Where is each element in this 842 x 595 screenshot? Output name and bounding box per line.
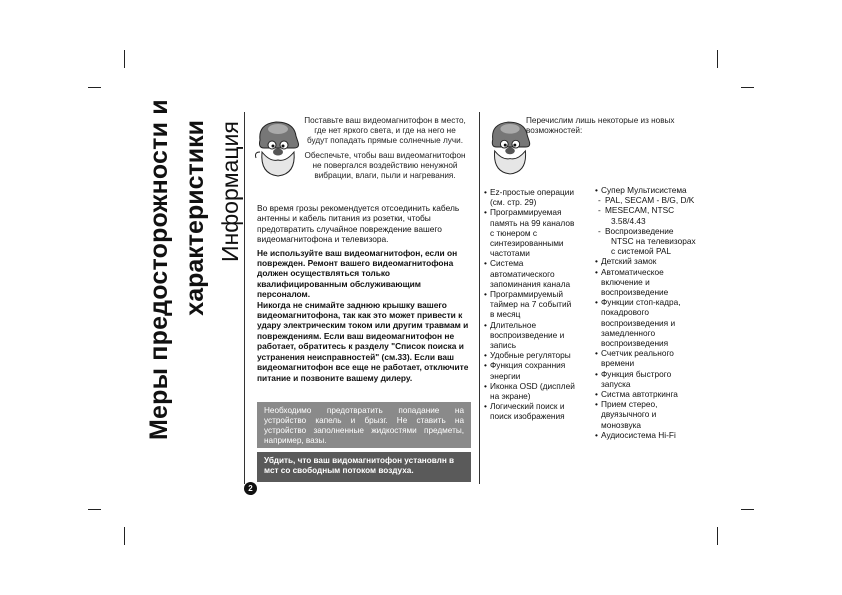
feature-item: • Счетчик реального [595,348,699,358]
feature-item: • Супер Мультисистема [595,185,699,195]
intro-line: возможностей: [526,126,583,135]
feature-item: • Детский замок [595,256,699,266]
feature-item: • Автоматическое [595,267,699,277]
intro-line: не повергался воздействию ненужной [312,161,458,170]
intro-line: Перечислим лишь некоторые из новых [526,116,675,125]
feature-item: синтезированными [490,238,564,249]
feature-item: память на 99 каналов [490,217,575,228]
feature-item: 3.58/4.43 [611,215,646,226]
crop-mark [741,87,754,88]
crop-mark [124,527,125,545]
feature-item: на экране) [490,391,531,402]
warning-box-liquids [257,402,471,448]
paragraph-thunderstorm: Во время грозы рекомендуется отсоединить кабель антенны и кабель питания из розетки, чтобы предотвратить случайное повреждение вашего видеомагнитофона и телевизора. [257,203,460,245]
warning-text: Необходимо предотвратить попадание на устройство капель и брызг. Не ставить на устройство заполненные жидкостями предметы, например, вазы. [264,406,464,445]
feature-item: воспроизведения [601,338,669,349]
title-line-3: Информация [217,121,243,262]
crop-mark [717,50,718,68]
feature-item: • Иконка OSD (дисплей [484,381,588,391]
feature-item: • Функция быстрого [595,369,699,379]
feature-item: запуска [601,378,631,389]
feature-item: монозвука [601,419,642,430]
feature-item: воспроизведение [601,287,669,298]
crop-mark [124,50,125,68]
feature-item: • Система [484,258,588,268]
feature-item: с тюнером с [490,227,538,238]
crop-mark [741,509,754,510]
feature-item: поиск изображения [490,411,565,422]
features-list-b [595,185,699,440]
crop-mark [88,87,101,88]
feature-item: двуязычного и [601,409,657,420]
feature-item: NTSC на телевизорах [611,236,696,247]
feature-item: • Систма автотркинга [595,389,699,399]
feature-item: - MESECAM, NTSC [595,205,699,215]
feature-item: включение и [601,276,650,287]
feature-item: • Функция сохранния [484,360,588,370]
feature-item: энергии [490,370,521,381]
feature-item: • Удобные регуляторы [484,350,588,360]
title-line-1: Меры предосторожности и [145,99,173,440]
feature-item: воспроизведение и [490,329,565,340]
feature-item: в месяц [490,309,521,320]
feature-item: • Аудиосистема Hi-Fi [595,430,699,440]
feature-item: автоматического [490,268,555,279]
feature-item: времени [601,358,635,369]
feature-item: • Логический поиск и [484,401,588,411]
feature-item: таймер на 7 событий [490,299,572,310]
intro-line: вибрации, влаги, пыли и нагревания. [314,171,456,180]
mascot-illustration-icon [254,118,304,180]
crop-mark [88,509,101,510]
feature-item: • Программируемый [484,289,588,299]
intro-line: Обеспечьте, чтобы ваш видеомагнитофон [304,151,466,160]
intro-text-1 [298,116,472,146]
feature-item: • Длительное [484,320,588,330]
features-intro [520,116,696,136]
feature-item: запоминания канала [490,278,571,289]
feature-item: замедленного [601,327,656,338]
feature-item: • Программируемая [484,207,588,217]
crop-mark [717,527,718,545]
feature-item: • Функции стоп-кадра, [595,297,699,307]
column-divider [244,112,245,484]
feature-item: (см. стр. 29) [490,197,537,208]
warning-text: Убдить, что ваш видомагнитофон установлн в мст со свободным потоком воздуха. [264,456,455,475]
column-divider [479,112,480,484]
intro-text-2 [298,151,472,181]
paragraph-damaged: Не используйте ваш видеомагнитофон, если он поврежден. Ремонт вашего видеомагнитофона должен осуществляться только квалифицированным обслуживающим персоналом. [257,247,458,300]
intro-line: где нет яркого света, и где на него не [314,126,456,135]
warning-box-airflow [257,452,471,482]
feature-item: - PAL, SECAM - B/G, D/K [595,195,699,205]
intro-line: будут попадать прямые солнечные лучи. [307,136,463,145]
page-number: 2 [244,482,257,495]
feature-item: запись [490,340,517,351]
features-list-a [484,187,588,422]
feature-item: воспроизведения и [601,317,676,328]
title-line-2: характеристики [181,120,209,316]
paragraph-back-cover: Никогда не снимайте заднюю крышку вашего видеомагнитофона, так как это может привести к удару электрическим током или другим травмам и повреждениям. Если ваш видеомагнитофон не работает, обратитесь к разделу "Список поиска и устранения неисправностей" (см.33). Если ваш видеомагнитофон все еще не работает, отключите питание и позвоните вашему дилеру. [257,299,469,383]
feature-item: частотами [490,248,530,259]
intro-line: Поставьте ваш видеомагнитофон в место, [304,116,466,125]
feature-item: • Прием стерео, [595,399,699,409]
feature-item: • Ez-простые операции [484,187,588,197]
feature-item: покадрового [601,307,649,318]
safety-text [257,203,471,386]
feature-item: - Воспроизведение [595,226,699,236]
feature-item: с системой PAL [611,246,672,257]
